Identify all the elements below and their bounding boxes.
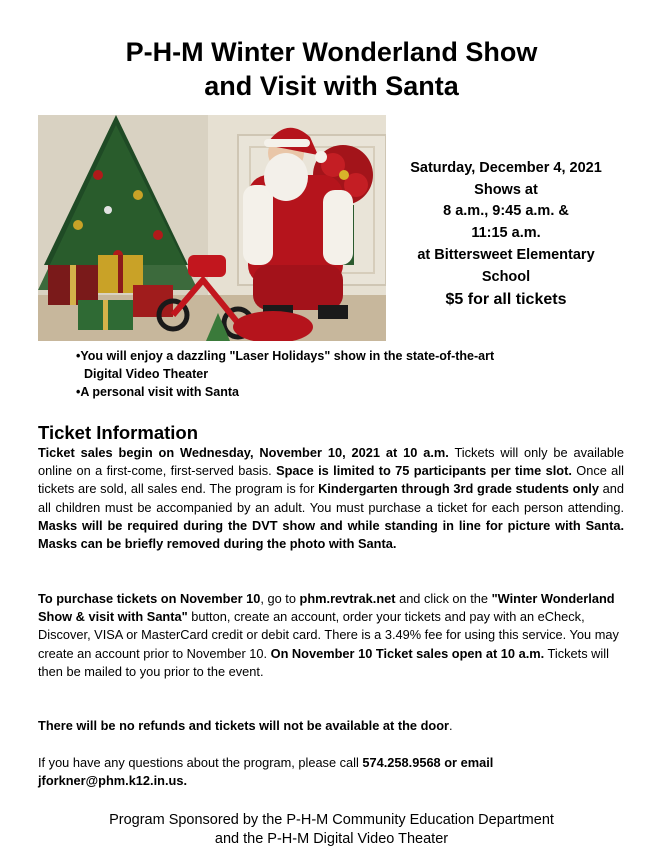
highlight-item-1-line-1: •You will enjoy a dazzling "Laser Holidays" show in the state-of-the-art — [76, 349, 495, 363]
santa-photo-illustration — [38, 115, 386, 341]
santa-photo — [38, 115, 386, 341]
footer-line-2: and the P-H-M Digital Video Theater — [214, 831, 449, 847]
p1-grade-range: Kindergarten through 3rd grade students only — [318, 481, 599, 497]
ticket-info-paragraph-4 — [38, 754, 624, 790]
page-title — [0, 35, 663, 103]
p2-purchase-date: To purchase tickets on November 10 — [38, 591, 261, 606]
ticket-info-heading: Ticket Information — [38, 422, 199, 443]
ticket-info-paragraph-1 — [38, 444, 624, 553]
ticket-info-paragraph-3 — [38, 717, 624, 735]
p1-space-limited: Space is limited to 75 participants per time slot. — [276, 463, 572, 479]
p2-text-4: Tickets will then be mailed to you prior to the event. — [38, 645, 609, 679]
p2-button-name: "Winter Wonderland Show & visit with Santa" — [38, 591, 615, 625]
highlights-list — [76, 347, 494, 401]
p1-text-3: and all children must be accompanied by an adult. You must purchase a ticket for each person attending. — [38, 481, 624, 515]
event-times-line-1: 8 a.m., 9:45 a.m. & — [443, 203, 569, 220]
p2-text-1: , go to — [260, 591, 300, 606]
event-price: $5 for all tickets — [445, 291, 567, 309]
title-line-1: P-H-M Winter Wonderland Show — [125, 37, 538, 67]
p2-text-2: and click on the — [395, 591, 492, 606]
event-location-line-1: at Bittersweet Elementary — [417, 246, 595, 263]
p1-sales-begin: Ticket sales begin on Wednesday, November 10, 2021 at 10 a.m. — [38, 445, 449, 460]
p1-mask-policy: Masks will be required during the DVT show and while standing in line for picture with Santa. Masks can be briefly removed during the photo with Santa. — [38, 517, 624, 552]
highlight-item-1-line-2: Digital Video Theater — [84, 367, 209, 381]
p4-questions: If you have any questions about the program, please call — [38, 755, 363, 770]
p1-text-1: Tickets will only be available online on a first-come, first-served basis. — [38, 445, 625, 479]
footer-line-1: Program Sponsored by the P-H-M Community Education Department — [109, 812, 554, 828]
p3-period: . — [449, 718, 453, 733]
p2-website[interactable]: phm.revtrak.net — [299, 591, 396, 606]
title-line-2: and Visit with Santa — [204, 71, 459, 101]
event-times-line-2: 11:15 a.m. — [471, 225, 541, 242]
sponsor-footer — [0, 811, 663, 849]
event-location-line-2: School — [481, 268, 531, 285]
p3-no-refunds: There will be no refunds and tickets will not be available at the door — [38, 718, 450, 733]
p2-sales-open: On November 10 Ticket sales open at 10 a.m. — [270, 645, 545, 661]
event-shows-label: Shows at — [474, 181, 538, 198]
ticket-info-paragraph-2 — [38, 590, 624, 681]
p2-text-3: button, create an account, order your tickets and pay with an eCheck, Discover, VISA or MasterCard credit or debit card. There is a 3.49% fee for using this service. You may create an account prior to November 10. — [38, 609, 619, 661]
highlight-item-2: •A personal visit with Santa — [76, 385, 239, 399]
event-details — [387, 158, 625, 312]
event-date: Saturday, December 4, 2021 — [410, 160, 602, 176]
p1-text-2: Once all tickets are sold, all sales end. The program is for — [38, 463, 624, 497]
p4-contact[interactable]: 574.258.9568 or email jforkner@phm.k12.in.us. — [38, 755, 494, 789]
